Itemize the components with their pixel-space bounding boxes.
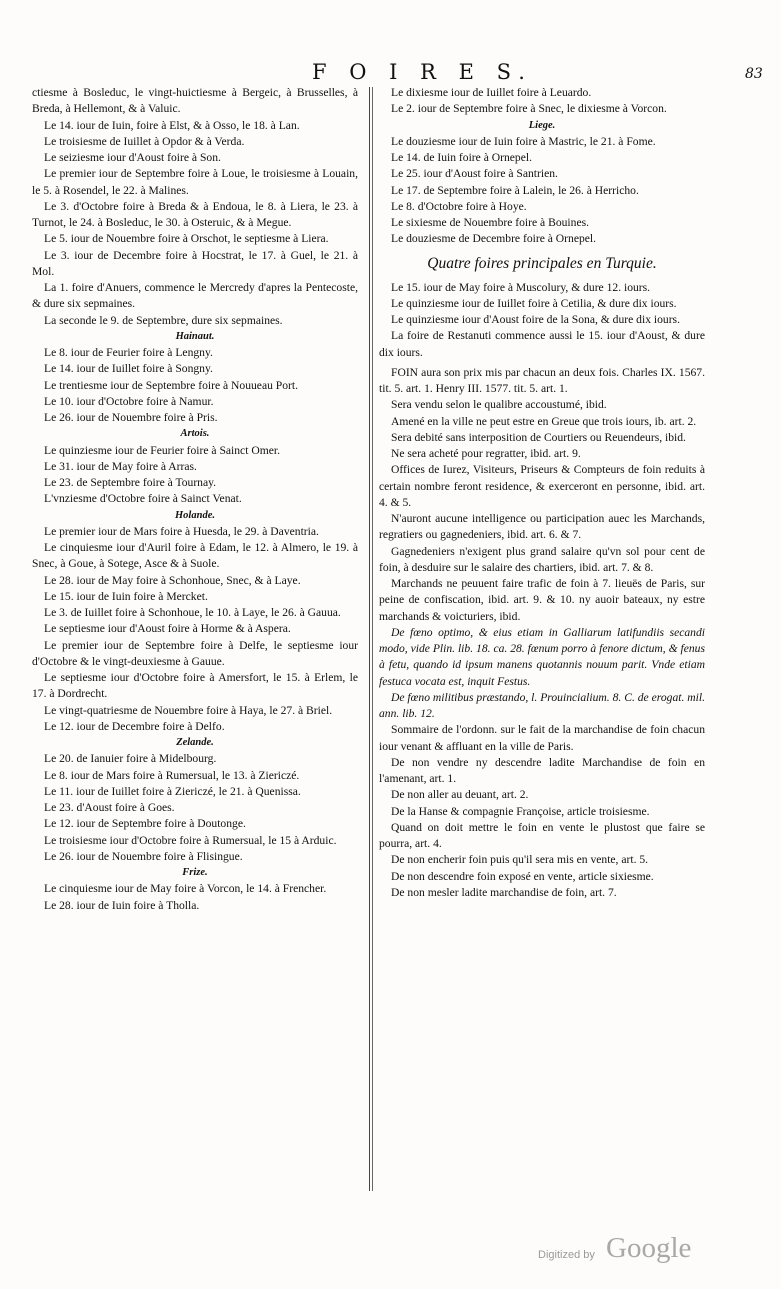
entry-paragraph: Le douziesme iour de Iuin foire à Mastric, le 21. à Fome. (391, 134, 656, 148)
entry-paragraph: Le quinziesme iour d'Aoust foire de la Sona, & dure dix iours. (391, 313, 680, 326)
entry-paragraph: De fœno militibus præstando, l. Prouincialium. 8. C. de erogat. mil. ann. lib. 12. (379, 690, 705, 720)
entry-paragraph: Le 17. de Septembre foire à Lalein, le 26. à Herricho. (391, 183, 639, 197)
entry-paragraph: Le 3. iour de Decembre foire à Hocstrat, le 17. à Guel, le 21. à Mol. (32, 248, 358, 278)
entry-paragraph: ctiesme à Bosleduc, le vingt-huictiesme à Bergeic, à Brusselles, à Breda, à Hellemont, & à Valuic. (32, 86, 358, 116)
google-logo: Google (606, 1232, 692, 1264)
entry-paragraph: Le 2. iour de Septembre foire à Snec, le dixiesme à Vorcon. (391, 102, 667, 116)
entry-paragraph: Le troisiesme de Iuillet à Opdor & à Verda. (44, 134, 245, 148)
entry-paragraph: Le 25. iour d'Aoust foire à Santrien. (391, 167, 558, 181)
entry-paragraph: Sera debité sans interposition de Courtiers ou Reuendeurs, ibid. (391, 430, 686, 444)
entry-paragraph: Le seiziesme iour d'Aoust foire à Son. (44, 151, 221, 164)
entry-paragraph: Le 20. de Ianuier foire à Midelbourg. (44, 752, 217, 766)
entry-paragraph: Le cinquiesme iour de May foire à Vorcon, le 14. à Frencher. (44, 882, 327, 896)
entry-paragraph: De non vendre ny descendre ladite Marchandise de foin en l'amenant, art. 1. (379, 755, 705, 785)
entry-paragraph: Sommaire de l'ordonn. sur le fait de la marchandise de foin chacun iour venant & affluant en la ville de Paris. (379, 723, 705, 753)
entry-paragraph: Le 23. d'Aoust foire à Goes. (44, 801, 175, 814)
entry-paragraph: Le quinziesme iour de Iuillet foire à Cetilia, & dure dix iours. (391, 296, 677, 310)
entry-paragraph: Le dixiesme iour de Iuillet foire à Leuardo. (391, 86, 592, 99)
entry-paragraph: De non mesler ladite marchandise de foin, art. 7. (391, 885, 617, 899)
entry-paragraph: De fœno optimo, & eius etiam in Galliarum latifundiis secandi modo, vide Plin. lib. 18. ca. 28. fœnum porro à fenore dictum, & fenus à fetu, quando id ipsum manens quotannis nouum parit. Vnde etiam festuca vocata est, inquit Festus. (379, 625, 705, 688)
entry-paragraph: Offices de Iurez, Visiteurs, Priseurs & Compteurs de foin reduits à certain nombre feront residence, & exerceront en personne, ibid. art. 4. & 5. (379, 463, 705, 509)
entry-paragraph: Le 15. iour de May foire à Muscolury, & dure 12. iours. (391, 280, 651, 294)
entry-paragraph: Marchands ne peuuent faire trafic de foin à 7. lieuës de Paris, sur peine de confiscation, ibid. art. 9. & 10. ny auoir bateaux, ny estre marchands & voicturiers, ibid. (379, 577, 705, 623)
entry-paragraph: Le sixiesme de Nouembre foire à Bouines. (391, 216, 589, 229)
entry-paragraph: Le douziesme de Decembre foire à Ornepel. (391, 232, 597, 246)
digitization-footer (538, 1232, 738, 1272)
entry-paragraph: Le vingt-quatriesme de Nouembre foire à Haya, le 27. à Briel. (44, 703, 333, 717)
entry-paragraph: Le 23. de Septembre foire à Tournay. (44, 476, 217, 489)
entry-paragraph: Le 28. iour de Iuin foire à Tholla. (44, 898, 200, 912)
entry-paragraph: Le cinquiesme iour d'Auril foire à Edam, le 12. à Almero, le 19. à Snec, à Goue, à Sotege, Asce & à Suole. (32, 541, 358, 571)
entry-paragraph: Le premier iour de Septembre foire à Delfe, le septiesme iour d'Octobre & le vingt-deuxiesme à Gauue. (32, 638, 358, 668)
right-column (379, 85, 705, 901)
section-heading: Zelande. (176, 737, 214, 748)
entry-paragraph: Ne sera acheté pour regratter, ibid. art. 9. (391, 447, 581, 460)
left-column (32, 85, 358, 914)
column-divider-inner (372, 87, 373, 1191)
entry-paragraph: De non aller au deuant, art. 2. (391, 788, 529, 802)
entry-paragraph: Le 3. d'Octobre foire à Breda & à Endoua, le 8. à Liera, le 23. à Turnot, le 24. à Bosleduc, le 30. à Osteruic, & à Megue. (32, 199, 358, 229)
entry-paragraph: Quand on doit mettre le foin en vente le plustost que faire se pourra, art. 4. (379, 820, 705, 850)
entry-paragraph: Le 14. iour de Iuin, foire à Elst, & à Osso, le 18. à Lan. (44, 118, 300, 132)
section-heading: Liege. (528, 119, 556, 131)
entry-paragraph: Le 14. de Iuin foire à Ornepel. (391, 151, 532, 164)
entry-paragraph: Le quinziesme iour de Feurier foire à Sainct Omer. (44, 443, 280, 457)
entry-paragraph: Sera vendu selon le qualibre accoustumé, ibid. (391, 398, 607, 412)
entry-paragraph: Le 3. de Iuillet foire à Schonhoue, le 10. à Laye, le 26. à Gauua. (44, 606, 341, 619)
page-header (0, 60, 781, 88)
entry-paragraph: La 1. foire d'Anuers, commence le Mercredy d'apres la Pentecoste, & dure six sepmaines. (32, 281, 358, 311)
entry-paragraph: La seconde le 9. de Septembre, dure six sepmaines. (44, 313, 283, 327)
entry-paragraph: Le 5. iour de Nouembre foire à Orschot, le septiesme à Liera. (44, 232, 329, 246)
entry-paragraph: De non encherir foin puis qu'il sera mis en vente, art. 5. (391, 853, 649, 867)
section-heading: Artois. (180, 428, 210, 440)
entry-paragraph: Le troisiesme iour d'Octobre foire à Rumersual, le 15 à Arduic. (44, 833, 337, 847)
section-heading: Hainaut. (175, 330, 215, 342)
entry-paragraph: Gagnedeniers n'exigent plus grand salaire qu'vn sol pour cent de foin, à desduire sur le salaire des chartiers, ibid. art. 7. & 8. (379, 544, 705, 574)
entry-paragraph: De la Hanse & compagnie Françoise, article troisiesme. (391, 804, 650, 818)
entry-paragraph: Le 11. iour de Iuillet foire à Ziericzé, le 21. à Quenissa. (44, 784, 301, 798)
entry-paragraph: Le 12. iour de Septembre foire à Doutonge. (44, 817, 246, 831)
entry-paragraph: FOIN aura son prix mis par chacun an deux fois. Charles IX. 1567. tit. 5. art. 1. Henry III. 1577. tit. 5. art. 1. (379, 365, 705, 395)
entry-paragraph: Le 8. d'Octobre foire à Hoye. (391, 199, 527, 213)
entry-paragraph: Le 15. iour de Iuin foire à Mercket. (44, 589, 208, 603)
entry-paragraph: L'vnziesme d'Octobre foire à Sainct Venat. (44, 492, 242, 506)
entry-paragraph: N'auront aucune intelligence ou participation auec les Marchands, regratiers ou gagnedeniers, ibid. art. 6. & 7. (379, 512, 705, 542)
entry-paragraph: Le 26. iour de Nouembre foire à Flisingue. (44, 849, 243, 863)
digitized-by-label: Digitized by (538, 1249, 595, 1261)
entry-paragraph: De non descendre foin exposé en vente, article sixiesme. (391, 869, 654, 883)
column-divider (369, 87, 370, 1191)
section-heading: Frize. (182, 867, 208, 878)
entry-paragraph: Le 8. iour de Feurier foire à Lengny. (44, 346, 213, 359)
entry-paragraph: Le septiesme iour d'Aoust foire à Horme & à Aspera. (44, 622, 291, 636)
page-number: 83 (745, 66, 763, 82)
entry-paragraph: Le premier iour de Mars foire à Huesda, le 29. à Daventria. (44, 524, 319, 538)
entry-paragraph: Le 28. iour de May foire à Schonhoue, Snec, & à Laye. (44, 573, 301, 587)
entry-paragraph: Le 14. iour de Iuillet foire à Songny. (44, 362, 213, 376)
entry-paragraph: Le 8. iour de Mars foire à Rumersual, le 13. à Ziericzé. (44, 768, 300, 782)
entry-paragraph: Amené en la ville ne peut estre en Greue que trois iours, ib. art. 2. (391, 414, 697, 428)
section-title: Quatre foires principales en Turquie. (427, 254, 657, 272)
entry-paragraph: La foire de Restanuti commence aussi le 15. iour d'Aoust, & dure dix iours. (379, 329, 705, 359)
entry-paragraph: Le 12. iour de Decembre foire à Delfo. (44, 719, 225, 733)
entry-paragraph: Le 26. iour de Nouembre foire à Pris. (44, 411, 218, 424)
entry-paragraph: Le premier iour de Septembre foire à Loue, le troisiesme à Louain, le 5. à Rosendel, le 22. à Malines. (32, 167, 358, 197)
section-heading: Holande. (175, 509, 215, 521)
entry-paragraph: Le 10. iour d'Octobre foire à Namur. (44, 394, 214, 408)
entry-paragraph: Le 31. iour de May foire à Arras. (44, 459, 197, 473)
running-title: F O I R E S. (312, 60, 533, 84)
entry-paragraph: Le trentiesme iour de Septembre foire à Nouueau Port. (44, 378, 299, 392)
entry-paragraph: Le septiesme iour d'Octobre foire à Amersfort, le 15. à Erlem, le 17. à Dordrecht. (32, 671, 358, 701)
